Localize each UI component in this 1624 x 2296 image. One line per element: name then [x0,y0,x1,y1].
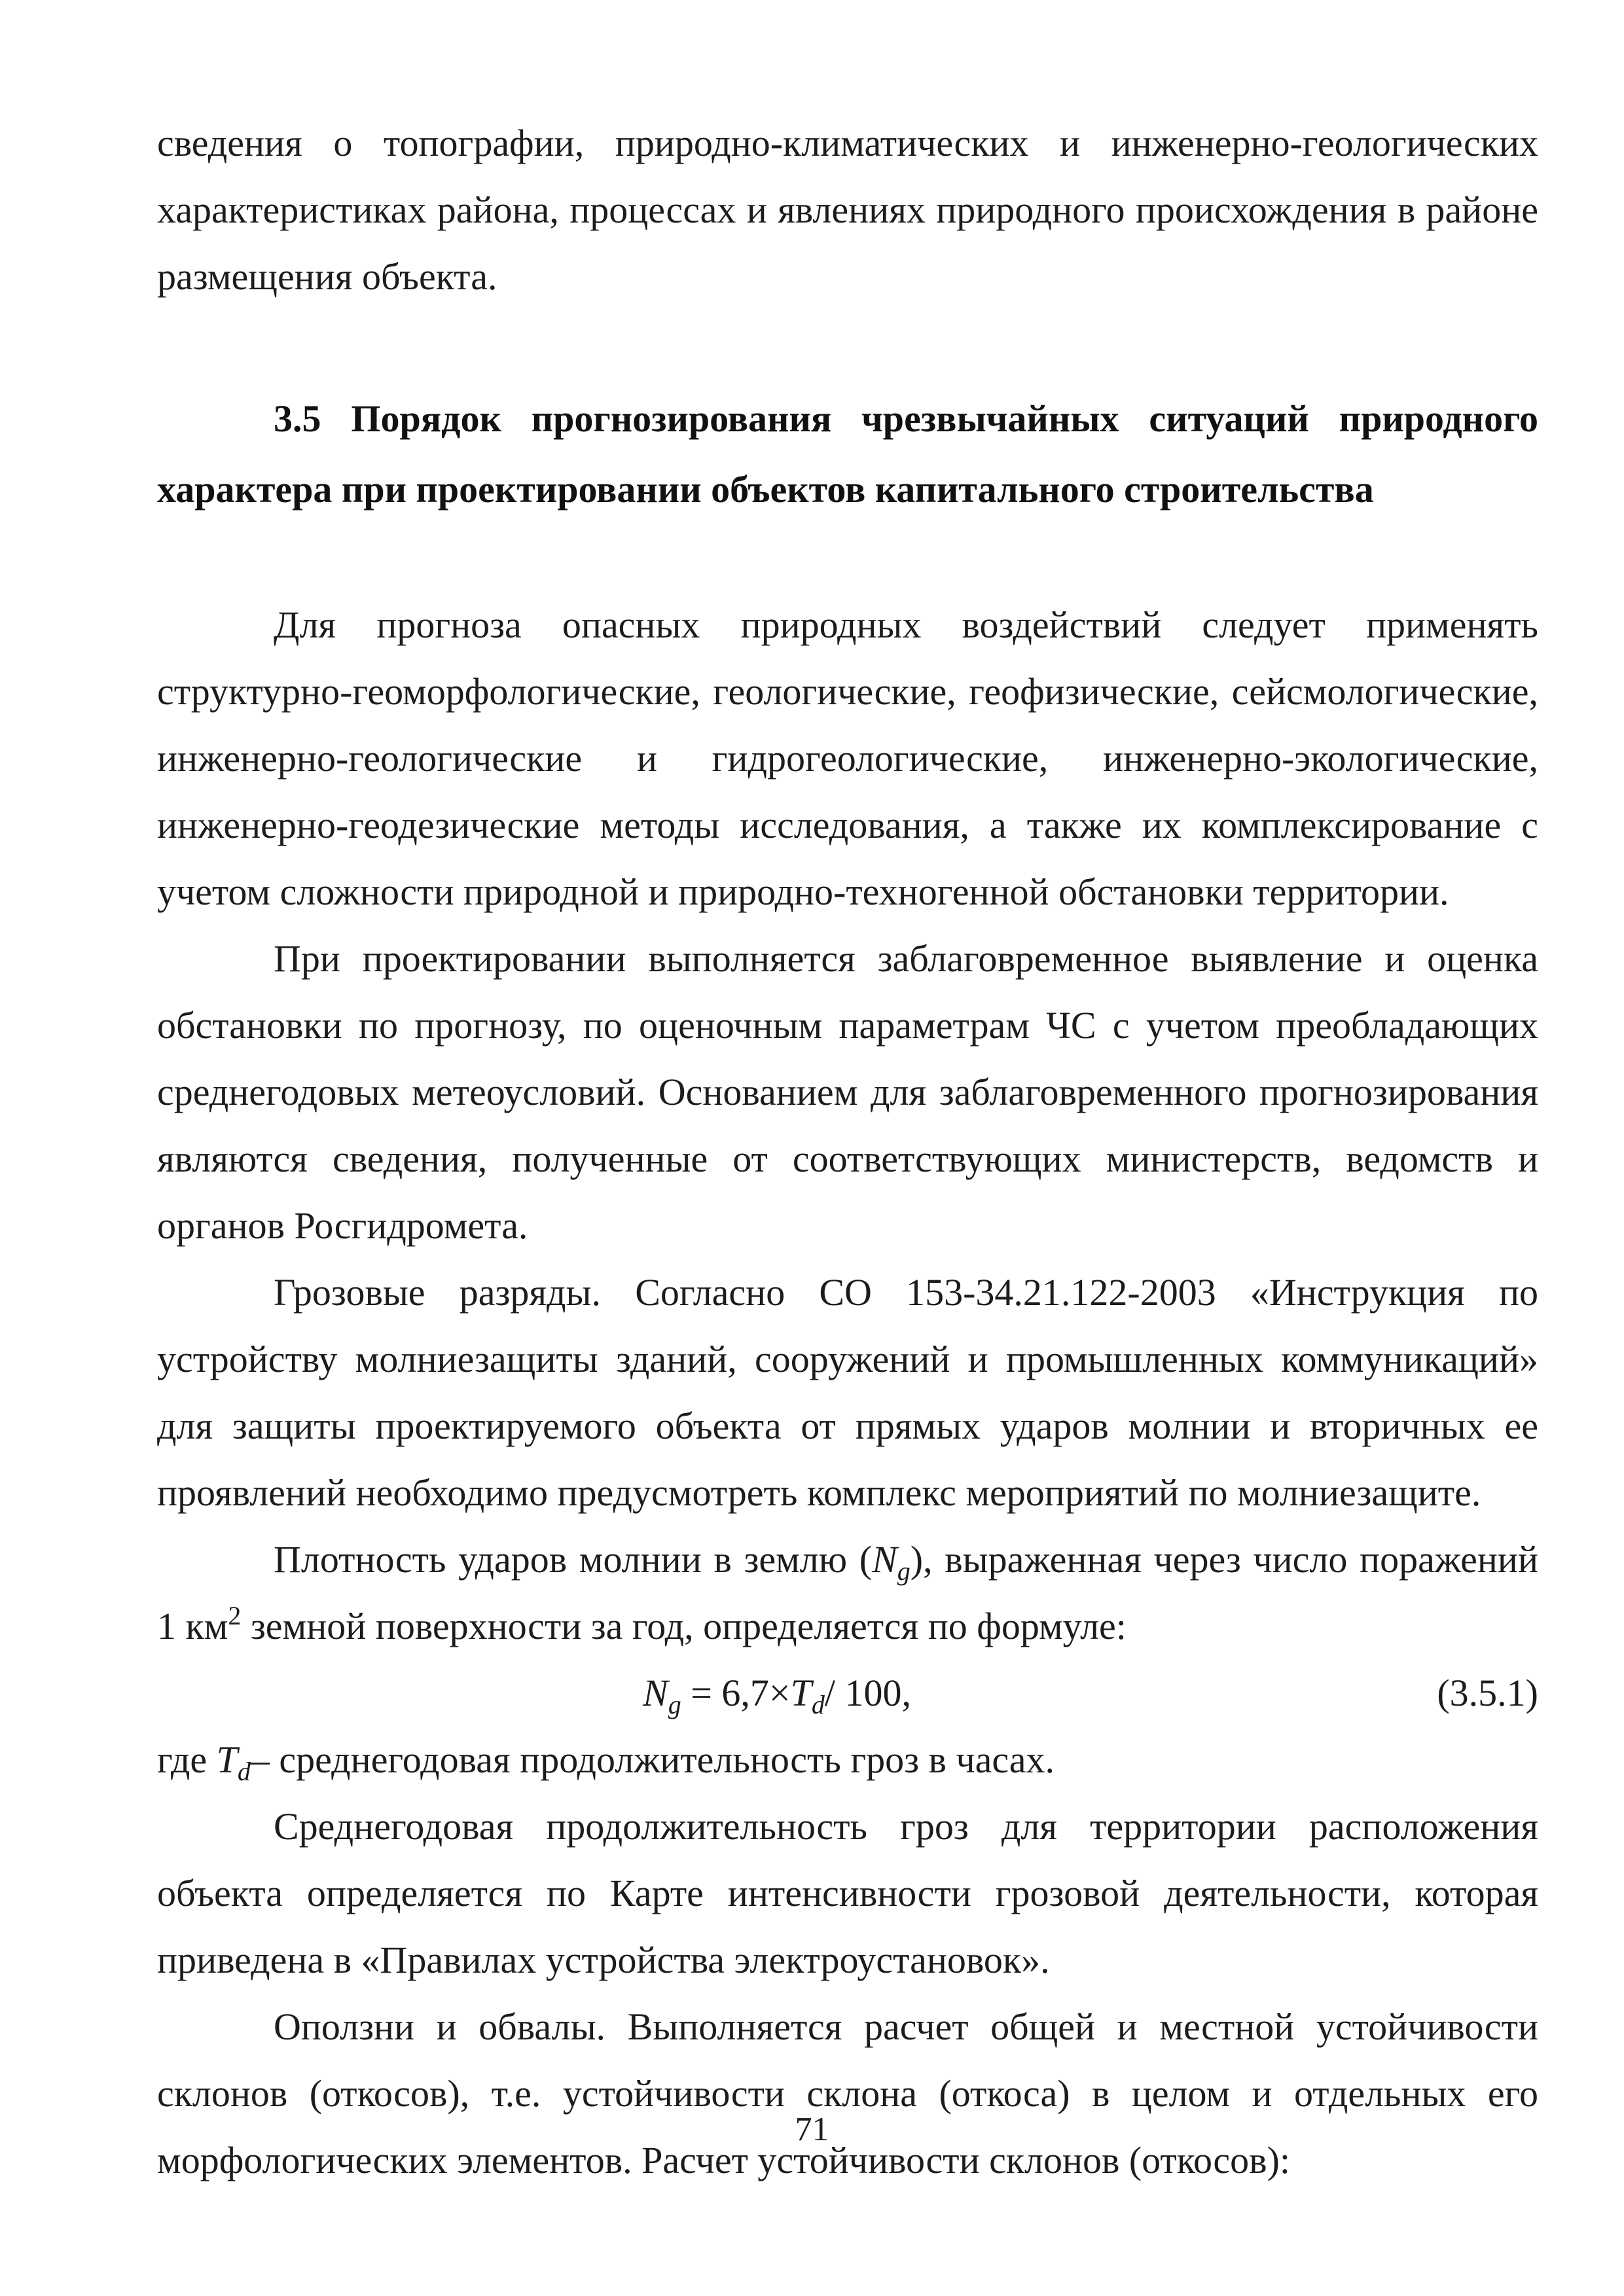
page-number: 71 [795,2111,829,2148]
where-prefix: где [157,1738,217,1781]
formula-var-n: N [643,1672,668,1714]
density-text-1: Плотность ударов молнии в землю ( [274,1538,873,1581]
section-heading: 3.5 Порядок прогнозирования чрезвычайных ситуаций природного характера при проектировании объектов капитального строительства [157,397,1538,511]
paragraph-methods: Для прогноза опасных природных воздействий следует применять структурно-геоморфологические, геологические, геофизические, сейсмологические, инженерно-геологические и гидрогеологические, инженерно-экологические, инженерно-геодезические методы исследования, а также их комплексирование с учетом сложности природной и природно-техногенной обстановки территории. [157,603,1538,913]
formula-expression [643,1660,911,1727]
intro-paragraph: сведения о топографии, природно-климатических и инженерно-геологических характеристиках района, процессах и явлениях природного происхождения в районе размещения объекта. [157,122,1538,298]
formula-middle: = 6,7× [681,1672,791,1714]
formula-var-d: d [811,1690,825,1719]
formula-var-t: T [790,1672,812,1714]
paragraph-where [157,1727,1538,1793]
density-text-2: ), выраженная через число поражений 1 км [157,1538,1538,1647]
paragraph-density [157,1526,1538,1660]
formula-3-5-1 [157,1660,1538,1727]
formula-var-g: g [668,1690,681,1719]
paragraph-landslides: Оползни и обвалы. Выполняется расчет общей и местной устойчивости склонов (откосов), т.е. устойчивости склона (откоса) в целом и отдельных его морфологических элементов. Расчет устойчивости склонов (откосов): [157,2005,1538,2181]
paragraph-lightning: Грозовые разряды. Согласно СО 153-34.21.122-2003 «Инструкция по устройству молниезащиты зданий, сооружений и промышленных коммуникаций» для защиты проектируемого объекта от прямых ударов молнии и вторичных ее проявлений необходимо предусмотреть комплекс мероприятий по молниезащите. [157,1271,1538,1514]
formula-number: (3.5.1) [1437,1672,1538,1714]
document-page [157,110,1538,2194]
density-sup: 2 [228,1601,242,1630]
where-var-d: d [237,1757,251,1786]
paragraph-storm-duration: Среднегодовая продолжительность гроз для территории расположения объекта определяется по Карте интенсивности грозовой деятельности, которая приведена в «Правилах устройства электроустановок». [157,1805,1538,1981]
paragraph-design: При проектировании выполняется заблаговременное выявление и оценка обстановки по прогнозу, по оценочным параметрам ЧС с учетом преобладающих среднегодовых метеоусловий. Основанием для заблаговременного прогнозирования являются сведения, полученные от соответствующих министерств, ведомств и органов Росгидромета. [157,937,1538,1247]
where-text: – среднегодовая продолжительность гроз в часах. [250,1738,1055,1781]
density-var-n: N [872,1538,897,1581]
formula-rhs: / 100, [824,1672,911,1714]
where-var-t: T [216,1738,238,1781]
density-text-3: земной поверхности за год, определяется по формуле: [241,1605,1127,1647]
density-var-g: g [897,1556,911,1586]
